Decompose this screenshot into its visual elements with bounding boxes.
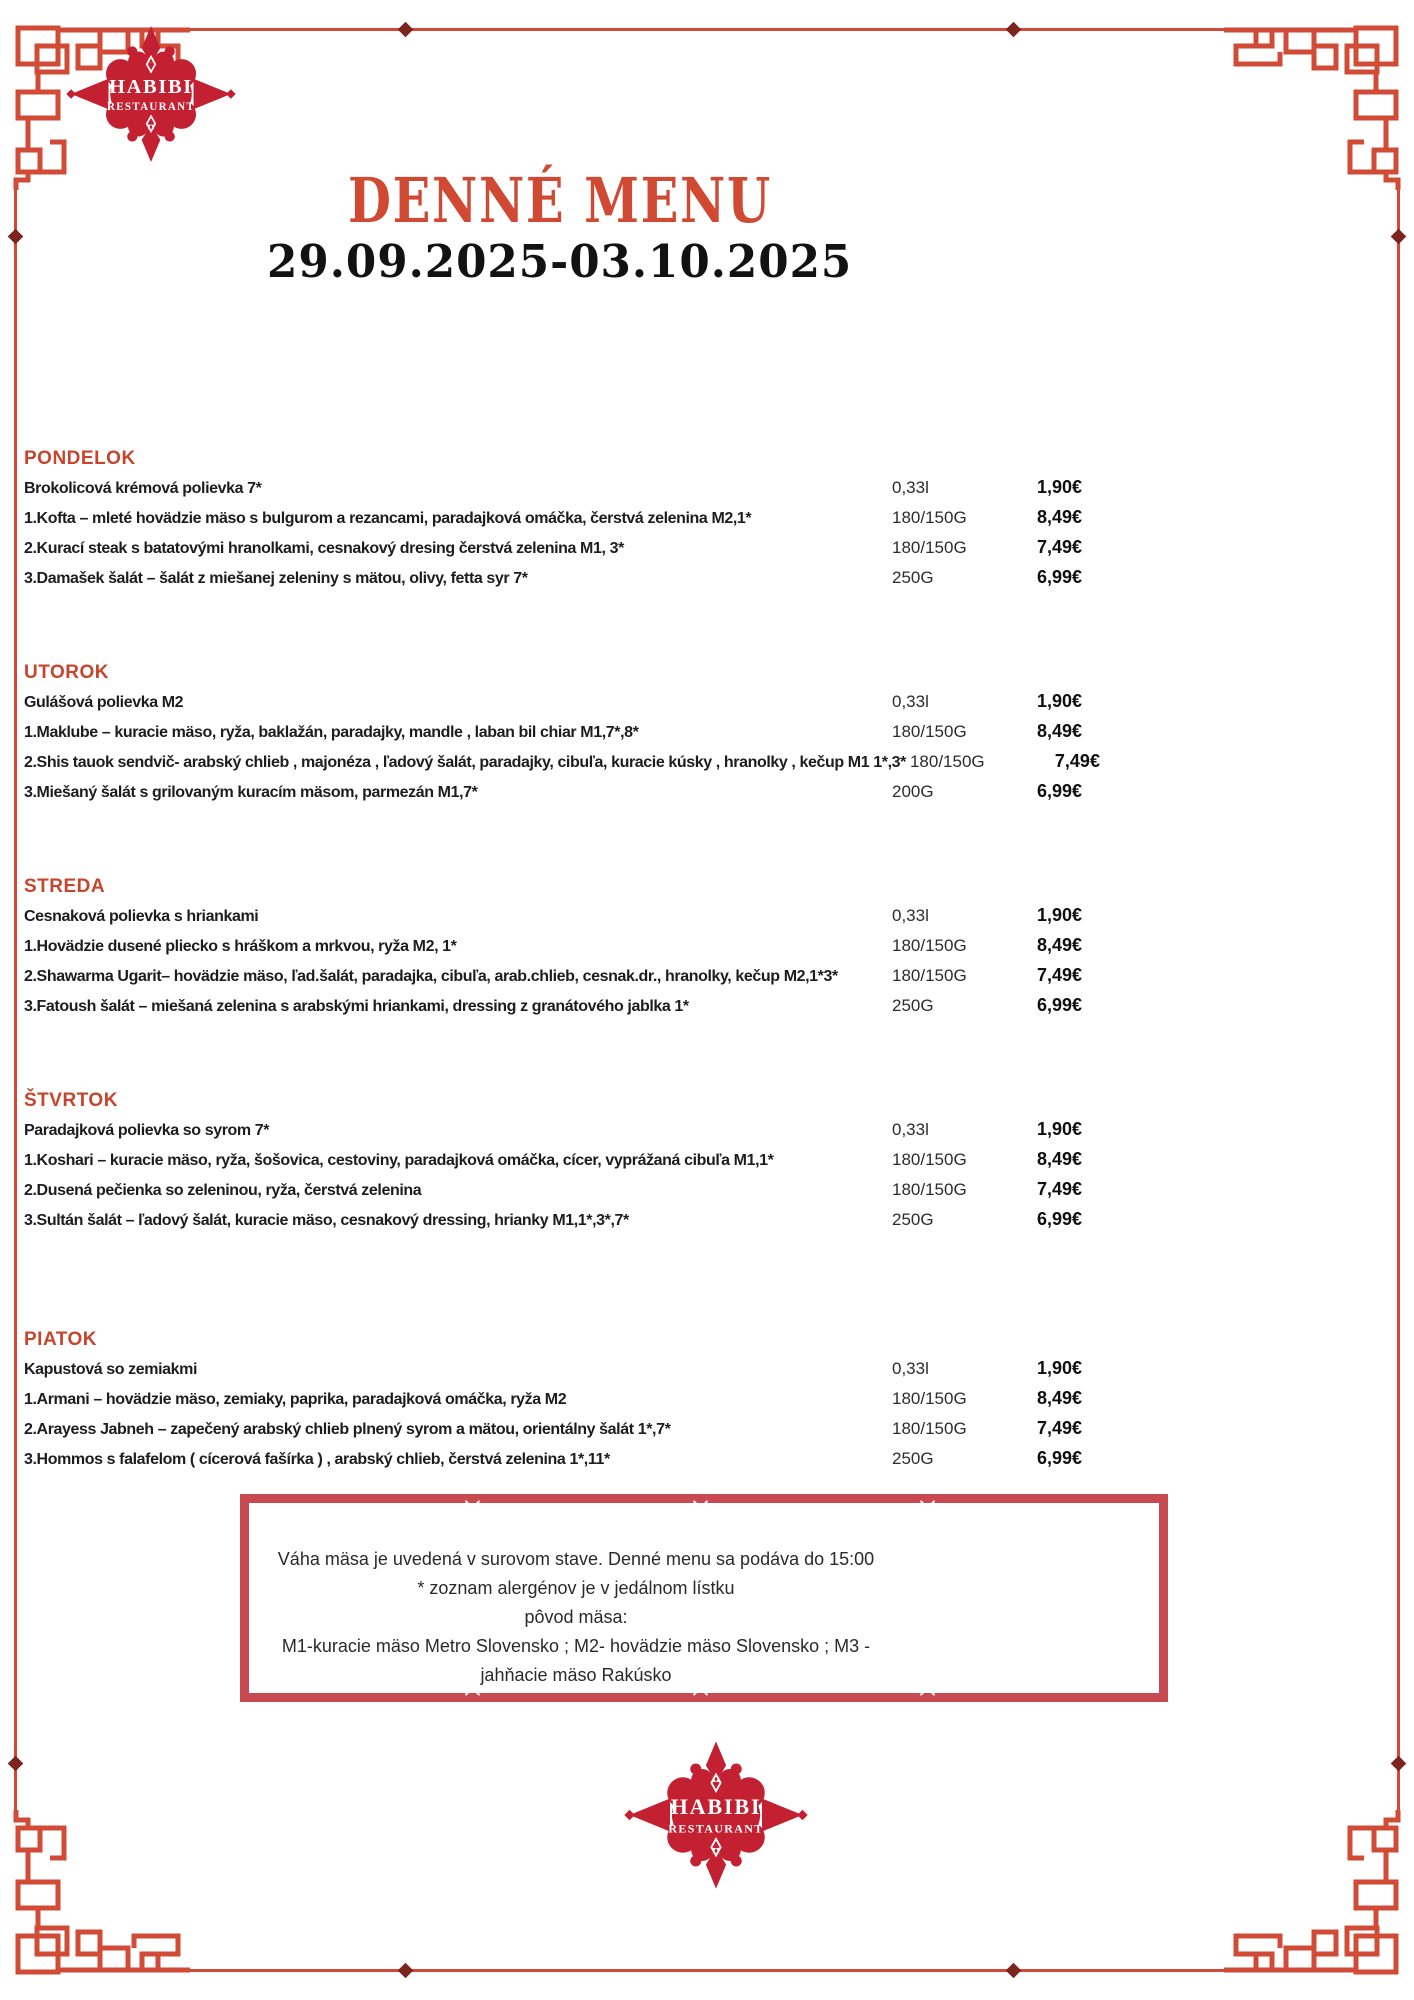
menu-row — [24, 1354, 1082, 1384]
menu-section-stvrtok — [24, 1086, 1082, 1235]
price-text: 8,49€ — [1036, 1149, 1082, 1169]
price-text: 8,49€ — [1036, 507, 1082, 527]
day-heading: PIATOK — [24, 1329, 98, 1350]
day-heading: STREDA — [24, 876, 106, 897]
price-text: 1,90€ — [1036, 1119, 1082, 1139]
menu-section-pondelok — [24, 444, 1082, 593]
item-text: Gulášová polievka M2 — [24, 694, 184, 711]
portion-text: 200G — [892, 782, 934, 801]
portion-text: 250G — [892, 568, 934, 587]
header — [10, 26, 1110, 288]
frame-diamond-icon — [8, 1756, 24, 1772]
price-text: 6,99€ — [1036, 781, 1082, 801]
frame-diamond-icon — [1391, 229, 1407, 245]
price-text: 7,49€ — [1036, 537, 1082, 557]
menu-row — [24, 1115, 1082, 1145]
item-text: 3.Sultán šalát – ľadový šalát, kuracie mäso, cesnakový dressing, hrianky M1,1*,3*,7* — [24, 1212, 629, 1229]
portion-text: 0,33l — [892, 1359, 929, 1378]
frame-diamond-icon — [1006, 1963, 1022, 1979]
frame-diamond-icon — [1391, 1756, 1407, 1772]
item-text: 1.Kofta – mleté hovädzie mäso s bulgurom a rezancami, paradajková omáčka, čerstvá zelenina M2,1* — [24, 510, 752, 527]
frame-bottom-line — [186, 1969, 1228, 1972]
portion-text: 250G — [892, 996, 934, 1015]
price-text: 1,90€ — [1036, 691, 1082, 711]
price-text: 6,99€ — [1036, 1209, 1082, 1229]
portion-text: 180/150G — [909, 752, 985, 771]
portion-text: 0,33l — [892, 906, 929, 925]
item-text: 2.Kurací steak s batatovými hranolkami, cesnakový dresing čerstvá zelenina M1, 3* — [24, 540, 624, 557]
item-text: 2.Shis tauok sendvič- arabský chlieb , majonéza , ľadový šalát, paradajky, cibuľa, kuracie kúsky , hranolky , kečup M1 1*,3* — [24, 754, 906, 771]
menu-row — [24, 1414, 1082, 1444]
item-text: Cesnaková polievka s hriankami — [24, 908, 259, 925]
item-text: 3.Hommos s falafelom ( cícerová fašírka ) , arabský chlieb, čerstvá zelenina 1*,11* — [24, 1451, 610, 1468]
price-text: 7,49€ — [1036, 965, 1082, 985]
portion-text: 180/150G — [892, 508, 967, 527]
day-heading: UTOROK — [24, 662, 109, 683]
item-text: 3.Miešaný šalát s grilovaným kuracím mäsom, parmezán M1,7* — [24, 784, 478, 801]
menu-section-piatok — [24, 1300, 1082, 1474]
daily-menu — [24, 444, 1100, 1539]
note-text — [249, 1503, 1159, 1690]
note-line: * zoznam alergénov je v jedálnom lístku — [417, 1578, 735, 1598]
price-text: 7,49€ — [1054, 751, 1100, 771]
portion-text: 180/150G — [892, 722, 967, 741]
price-text: 7,49€ — [1036, 1418, 1082, 1438]
day-heading: PONDELOK — [24, 448, 136, 469]
portion-text: 0,33l — [892, 1120, 929, 1139]
menu-row — [24, 777, 1082, 807]
price-text: 8,49€ — [1036, 1388, 1082, 1408]
menu-row — [24, 533, 1082, 563]
price-text: 8,49€ — [1036, 721, 1082, 741]
item-text: Brokolicová krémová polievka 7* — [24, 480, 262, 497]
menu-row — [24, 901, 1082, 931]
portion-text: 180/150G — [892, 966, 967, 985]
frame-right-line — [1397, 186, 1400, 1814]
item-text: 3.Damašek šalát – šalát z miešanej zeleniny s mätou, olivy, fetta syr 7* — [24, 570, 528, 587]
price-text: 7,49€ — [1036, 1179, 1082, 1199]
menu-row — [24, 1205, 1082, 1235]
portion-text: 180/150G — [892, 1419, 967, 1438]
menu-row — [24, 931, 1082, 961]
price-text: 1,90€ — [1036, 477, 1082, 497]
item-text: Paradajková polievka so syrom 7* — [24, 1122, 270, 1139]
portion-text: 180/150G — [892, 1180, 967, 1199]
item-text: 3.Fatoush šalát – miešaná zelenina s arabskými hriankami, dressing z granátového jablka 1* — [24, 998, 689, 1015]
portion-text: 0,33l — [892, 692, 929, 711]
portion-text: 180/150G — [892, 936, 967, 955]
menu-row — [24, 1384, 1082, 1414]
allergen-note-box — [240, 1494, 1168, 1702]
day-heading: ŠTVRTOK — [24, 1090, 118, 1111]
item-text: 1.Hovädzie dusené pliecko s hráškom a mrkvou, ryža M2, 1* — [24, 938, 457, 955]
frame-left-line — [14, 186, 17, 1814]
portion-text: 250G — [892, 1210, 934, 1229]
price-text: 8,49€ — [1036, 935, 1082, 955]
note-line: pôvod mäsa: — [524, 1607, 628, 1627]
item-text: 1.Maklube – kuracie mäso, ryža, baklažán, paradajky, mandle , laban bil chiar M1,7*,8* — [24, 724, 639, 741]
menu-row — [24, 503, 1082, 533]
menu-row — [24, 991, 1082, 1021]
menu-row — [24, 747, 1100, 777]
date-range: 29.09.2025-03.10.2025 — [267, 235, 853, 288]
menu-row — [24, 687, 1082, 717]
portion-text: 0,33l — [892, 478, 929, 497]
corner-ornament-icon — [0, 1810, 190, 2000]
brand-subtitle: RESTAURANT — [106, 101, 196, 114]
item-text: 1.Koshari – kuracie mäso, ryža, šošovica, cestoviny, paradajková omáčka, cícer, vyprážaná cibuľa M1,1* — [24, 1152, 774, 1169]
menu-row — [24, 1145, 1082, 1175]
item-text: 2.Dusená pečienka so zeleninou, ryža, čerstvá zelenina — [24, 1182, 422, 1199]
price-text: 6,99€ — [1036, 1448, 1082, 1468]
menu-section-streda — [24, 872, 1082, 1021]
price-text: 1,90€ — [1036, 1358, 1082, 1378]
menu-row — [24, 1175, 1082, 1205]
item-text: Kapustová so zemiakmi — [24, 1361, 197, 1378]
brand-name: HABIBI — [109, 76, 193, 99]
portion-text: 180/150G — [892, 538, 967, 557]
portion-text: 180/150G — [892, 1389, 967, 1408]
item-text: 2.Shawarma Ugarit– hovädzie mäso, ľad.šalát, paradajka, cibuľa, arab.chlieb, cesnak.dr., hranolky, kečup M2,1*3* — [24, 968, 838, 985]
menu-row — [24, 473, 1082, 503]
habibi-logo — [66, 26, 236, 162]
menu-row — [24, 1444, 1082, 1474]
menu-row — [24, 961, 1082, 991]
menu-section-utorok — [24, 658, 1100, 807]
menu-row — [24, 563, 1082, 593]
frame-diamond-icon — [398, 1963, 414, 1979]
portion-text: 180/150G — [892, 1150, 967, 1169]
item-text: 1.Armani – hovädzie mäso, zemiaky, paprika, paradajková omáčka, ryža M2 — [24, 1391, 567, 1408]
price-text: 6,99€ — [1036, 567, 1082, 587]
corner-ornament-icon — [1224, 1810, 1414, 2000]
portion-text: 250G — [892, 1449, 934, 1468]
habibi-logo — [624, 1722, 808, 1908]
note-line: M1-kuracie mäso Metro Slovensko ; M2- hovädzie mäso Slovensko ; M3 - jahňacie mäso Rakúsko — [281, 1636, 871, 1685]
note-line: Váha mäsa je uvedená v surovom stave. Denné menu sa podáva do 15:00 — [277, 1549, 875, 1569]
page-title: DENNÉ MENU — [348, 164, 772, 237]
price-text: 6,99€ — [1036, 995, 1082, 1015]
corner-ornament-icon — [1224, 0, 1414, 190]
item-text: 2.Arayess Jabneh – zapečený arabský chlieb plnený syrom a mätou, orientálny šalát 1*,7* — [24, 1421, 671, 1438]
menu-row — [24, 717, 1082, 747]
price-text: 1,90€ — [1036, 905, 1082, 925]
